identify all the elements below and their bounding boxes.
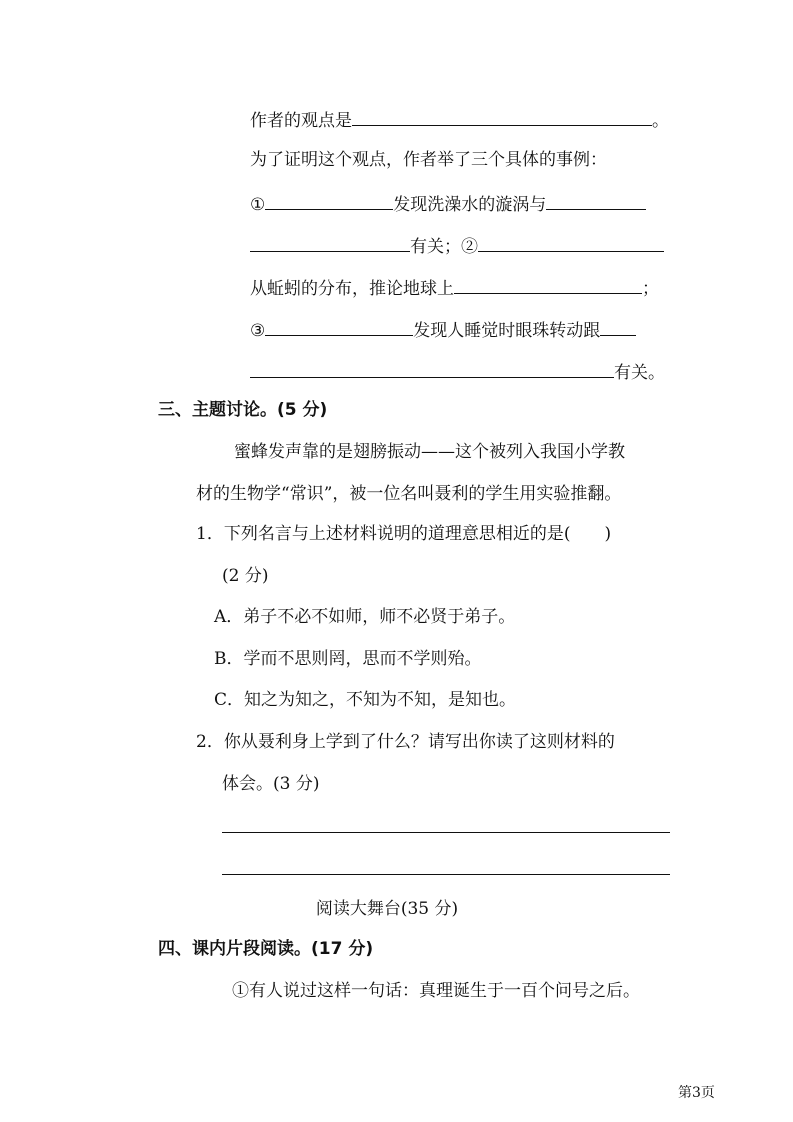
example-1-mark: ① (250, 195, 266, 215)
question-2-score: 体会。(3 分) (222, 774, 320, 794)
example-1-blank-a[interactable] (265, 190, 393, 210)
example-3-text: 发现人睡觉时眼珠转动跟 (413, 321, 601, 341)
section-4-heading: 四、课内片段阅读。(17 分) (158, 939, 374, 959)
reading-section-title: 阅读大舞台(35 分) (315, 899, 459, 919)
viewpoint-period: 。 (652, 111, 669, 131)
option-a[interactable]: A．弟子不必不如师，师不必贤于弟子。 (214, 607, 516, 627)
question-2: 2．你从聂利身上学到了什么？请写出你读了这则材料的 (196, 732, 615, 752)
examples-intro: 为了证明这个观点，作者举了三个具体的事例： (250, 150, 607, 170)
section-3-paragraph-line-1: 蜜蜂发声靠的是翅膀振动——这个被列入我国小学教 (234, 442, 625, 462)
example-3-blank-a[interactable] (265, 316, 413, 336)
page-number: 第3页 (678, 1085, 715, 1101)
example-2-cont-line (250, 274, 659, 301)
example-3-mark: ③ (250, 321, 266, 341)
option-c[interactable]: C．知之为知之，不知为不知，是知也。 (214, 690, 517, 710)
answer-line-1[interactable] (222, 832, 670, 833)
example-3-end-text: 有关。 (614, 363, 665, 383)
viewpoint-label: 作者的观点是 (250, 111, 352, 131)
example-2-semicolon: ； (642, 279, 659, 299)
question-1: 1．下列名言与上述材料说明的道理意思相近的是( ) (196, 524, 612, 544)
option-b[interactable]: B．学而不思则罔，思而不学则殆。 (214, 649, 482, 669)
example-2-blank-a[interactable] (478, 232, 664, 252)
example-2-cont-text: 从蚯蚓的分布，推论地球上 (250, 279, 454, 299)
question-1-score: (2 分) (222, 566, 269, 586)
viewpoint-line (250, 106, 669, 133)
example-1-blank-b[interactable] (546, 190, 646, 210)
example-1-line (250, 190, 646, 217)
viewpoint-blank[interactable] (352, 106, 652, 126)
example-2-text: 有关；② (410, 237, 478, 257)
example-3-blank-c[interactable] (250, 358, 614, 378)
example-2-blank-b[interactable] (454, 274, 642, 294)
answer-line-2[interactable] (222, 874, 670, 875)
example-3-cont-line (250, 358, 665, 385)
example-1-text: 发现洗澡水的漩涡与 (393, 195, 547, 215)
section-3-heading: 三、主题讨论。(5 分) (158, 400, 328, 420)
example-3-blank-b[interactable] (600, 316, 636, 336)
example-1-blank-c[interactable] (250, 232, 410, 252)
section-3-paragraph-line-2: 材的生物学“常识”，被一位名叫聂利的学生用实验推翻。 (196, 484, 622, 504)
section-4-paragraph-line-1: ①有人说过这样一句话：真理诞生于一百个问号之后。 (232, 981, 640, 1001)
example-2-line (250, 232, 664, 259)
example-3-line (250, 316, 636, 343)
